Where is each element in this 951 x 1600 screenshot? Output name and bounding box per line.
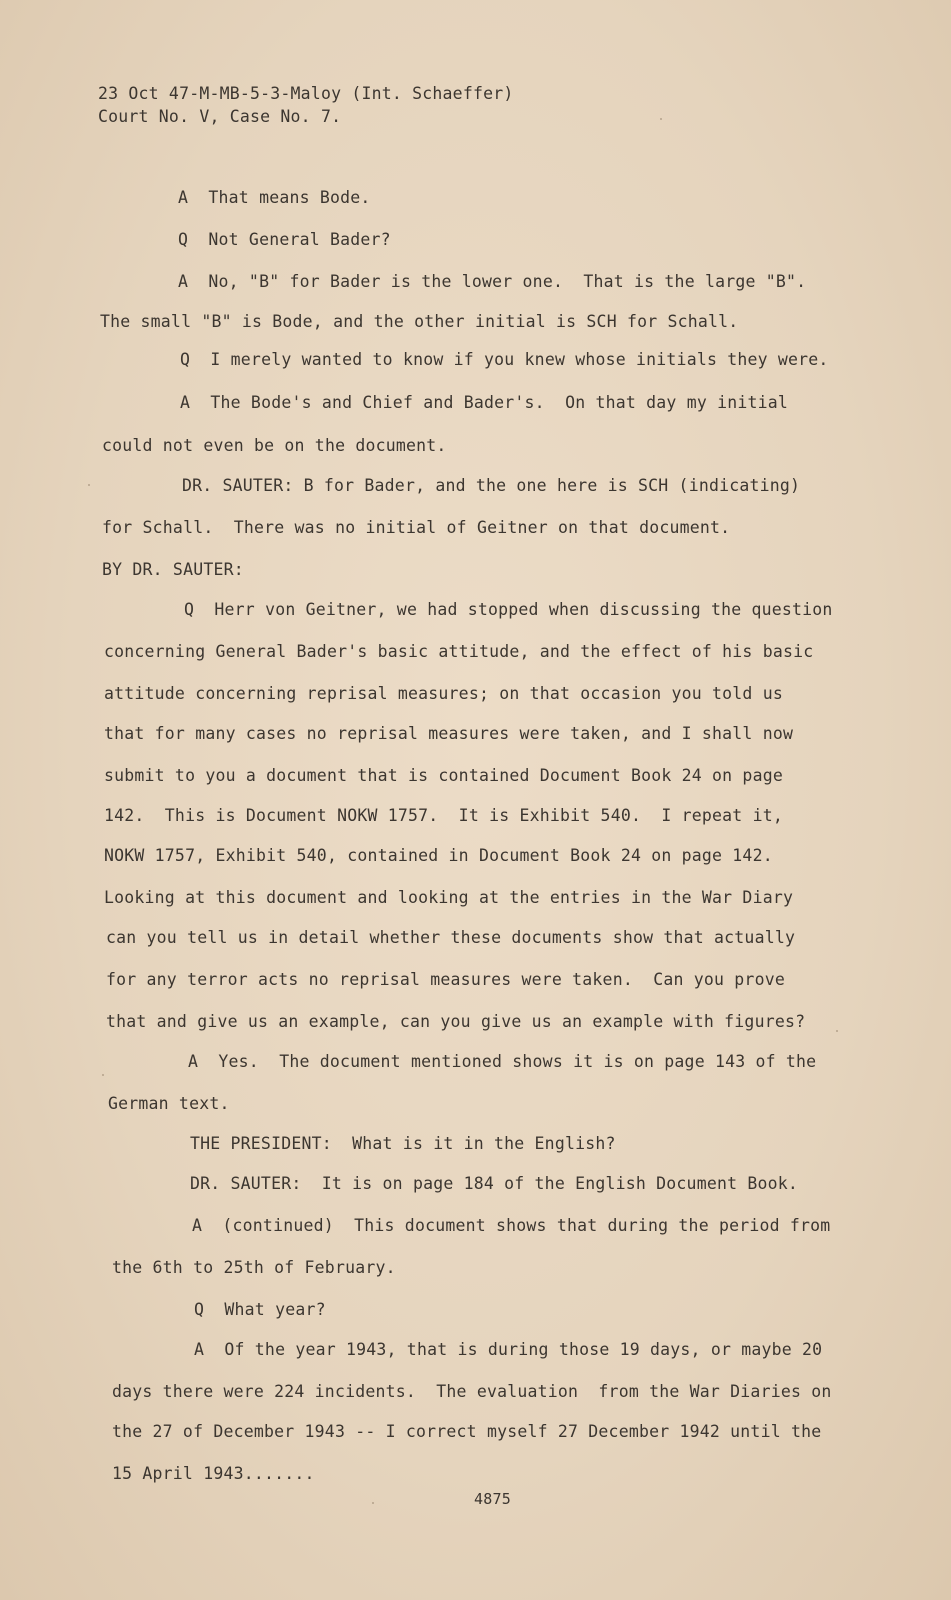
page-number: 4875 [474, 1490, 511, 1508]
paper-speck [660, 118, 662, 120]
text-line: The small "B" is Bode, and the other initial is SCH for Schall. [100, 312, 739, 331]
text-line: German text. [108, 1094, 230, 1113]
text-line: the 27 of December 1943 -- I correct myself 27 December 1942 until the [112, 1422, 822, 1441]
text-line: that and give us an example, can you give us an example with figures? [106, 1012, 806, 1031]
text-line: concerning General Bader's basic attitude, and the effect of his basic [104, 642, 814, 661]
text-line: A That means Bode. [178, 188, 371, 207]
text-line: 15 April 1943....... [112, 1464, 315, 1483]
text-line: submit to you a document that is contained Document Book 24 on page [104, 766, 783, 785]
text-line: that for many cases no reprisal measures were taken, and I shall now [104, 724, 794, 743]
text-line: DR. SAUTER: B for Bader, and the one here is SCH (indicating) [182, 476, 801, 495]
text-line: NOKW 1757, Exhibit 540, contained in Document Book 24 on page 142. [104, 846, 773, 865]
text-line: days there were 224 incidents. The evaluation from the War Diaries on [112, 1382, 832, 1401]
section-heading: BY DR. SAUTER: [102, 560, 244, 579]
text-line: Q I merely wanted to know if you knew whose initials they were. [180, 350, 829, 369]
text-line: THE PRESIDENT: What is it in the English? [190, 1134, 616, 1153]
paper-speck [372, 1502, 374, 1504]
text-line: for Schall. There was no initial of Geitner on that document. [102, 518, 731, 537]
text-line: can you tell us in detail whether these documents show that actually [106, 928, 796, 947]
text-line: could not even be on the document. [102, 436, 447, 455]
header-line-1: 23 Oct 47-M-MB-5-3-Maloy (Int. Schaeffer) [98, 84, 514, 103]
text-line: attitude concerning reprisal measures; on that occasion you told us [104, 684, 783, 703]
text-line: Q What year? [194, 1300, 326, 1319]
text-line: A Of the year 1943, that is during those 19 days, or maybe 20 [194, 1340, 823, 1359]
text-line: DR. SAUTER: It is on page 184 of the English Document Book. [190, 1174, 799, 1193]
text-line: A Yes. The document mentioned shows it is on page 143 of the [188, 1052, 817, 1071]
paper-speck [88, 484, 90, 486]
paper-speck [836, 1030, 838, 1032]
text-line: 142. This is Document NOKW 1757. It is Exhibit 540. I repeat it, [104, 806, 783, 825]
text-line: Q Not General Bader? [178, 230, 391, 249]
header-line-2: Court No. V, Case No. 7. [98, 107, 342, 126]
text-line: Looking at this document and looking at the entries in the War Diary [104, 888, 794, 907]
text-line: Q Herr von Geitner, we had stopped when discussing the question [184, 600, 833, 619]
text-line: the 6th to 25th of February. [112, 1258, 396, 1277]
text-line: A The Bode's and Chief and Bader's. On that day my initial [180, 393, 789, 412]
paper-speck [102, 1074, 104, 1076]
text-line: A No, "B" for Bader is the lower one. That is the large "B". [178, 272, 807, 291]
text-line: for any terror acts no reprisal measures were taken. Can you prove [106, 970, 785, 989]
text-line: A (continued) This document shows that during the period from [192, 1216, 831, 1235]
